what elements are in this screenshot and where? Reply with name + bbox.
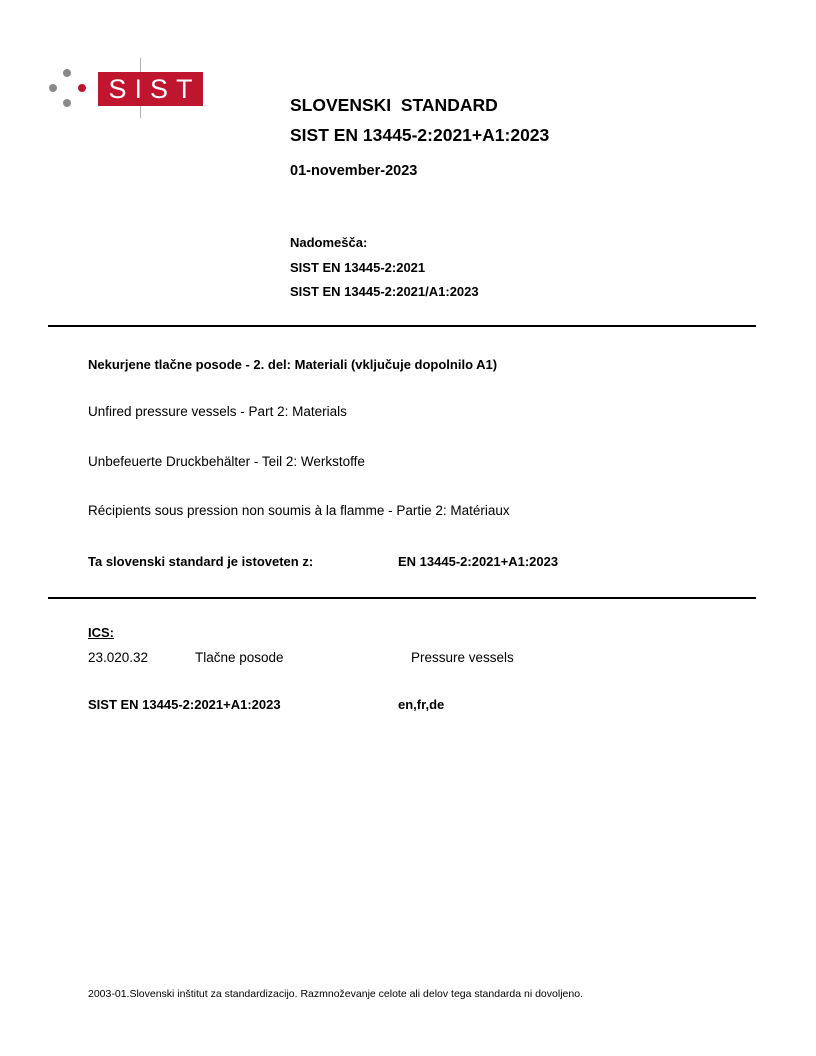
logo-dot-bottom-icon — [63, 99, 71, 107]
copyright-footer: 2003-01.Slovenski inštitut za standardizacijo. Razmnoževanje celote ali delov tega standarda ni dovoljeno. — [88, 988, 583, 1000]
divider-bottom — [48, 597, 756, 599]
standard-type: SLOVENSKI STANDARD — [290, 95, 498, 115]
title-french: Récipients sous pression non soumis à la flamme - Partie 2: Matériaux — [88, 503, 510, 518]
title-english: Unfired pressure vessels - Part 2: Materials — [88, 404, 347, 419]
logo-dot-right-icon — [78, 84, 86, 92]
publication-date: 01-november-2023 — [290, 163, 418, 179]
replaces-label: Nadomešča: — [290, 235, 368, 250]
logo-dot-left-icon — [49, 84, 57, 92]
standard-code-bottom: SIST EN 13445-2:2021+A1:2023 — [88, 697, 281, 712]
replaces-item: SIST EN 13445-2:2021/A1:2023 — [290, 284, 479, 299]
replaces-item: SIST EN 13445-2:2021 — [290, 260, 426, 275]
logo-wordmark: SIST — [98, 72, 203, 106]
identical-label: Ta slovenski standard je istoveten z: — [88, 554, 314, 569]
ics-label: ICS: — [88, 625, 114, 640]
logo-dot-top-icon — [63, 69, 71, 77]
ics-code: 23.020.32 — [88, 650, 149, 665]
standard-code: SIST EN 13445-2:2021+A1:2023 — [290, 125, 550, 145]
title-slovenian: Nekurjene tlačne posode - 2. del: Materiali (vključuje dopolnilo A1) — [88, 357, 498, 372]
identical-value: EN 13445-2:2021+A1:2023 — [398, 554, 559, 569]
languages: en,fr,de — [398, 697, 445, 712]
ics-description-en: Pressure vessels — [411, 650, 514, 665]
ics-description-sl: Tlačne posode — [195, 650, 284, 665]
title-german: Unbefeuerte Druckbehälter - Teil 2: Werkstoffe — [88, 454, 365, 469]
divider-top — [48, 325, 756, 327]
